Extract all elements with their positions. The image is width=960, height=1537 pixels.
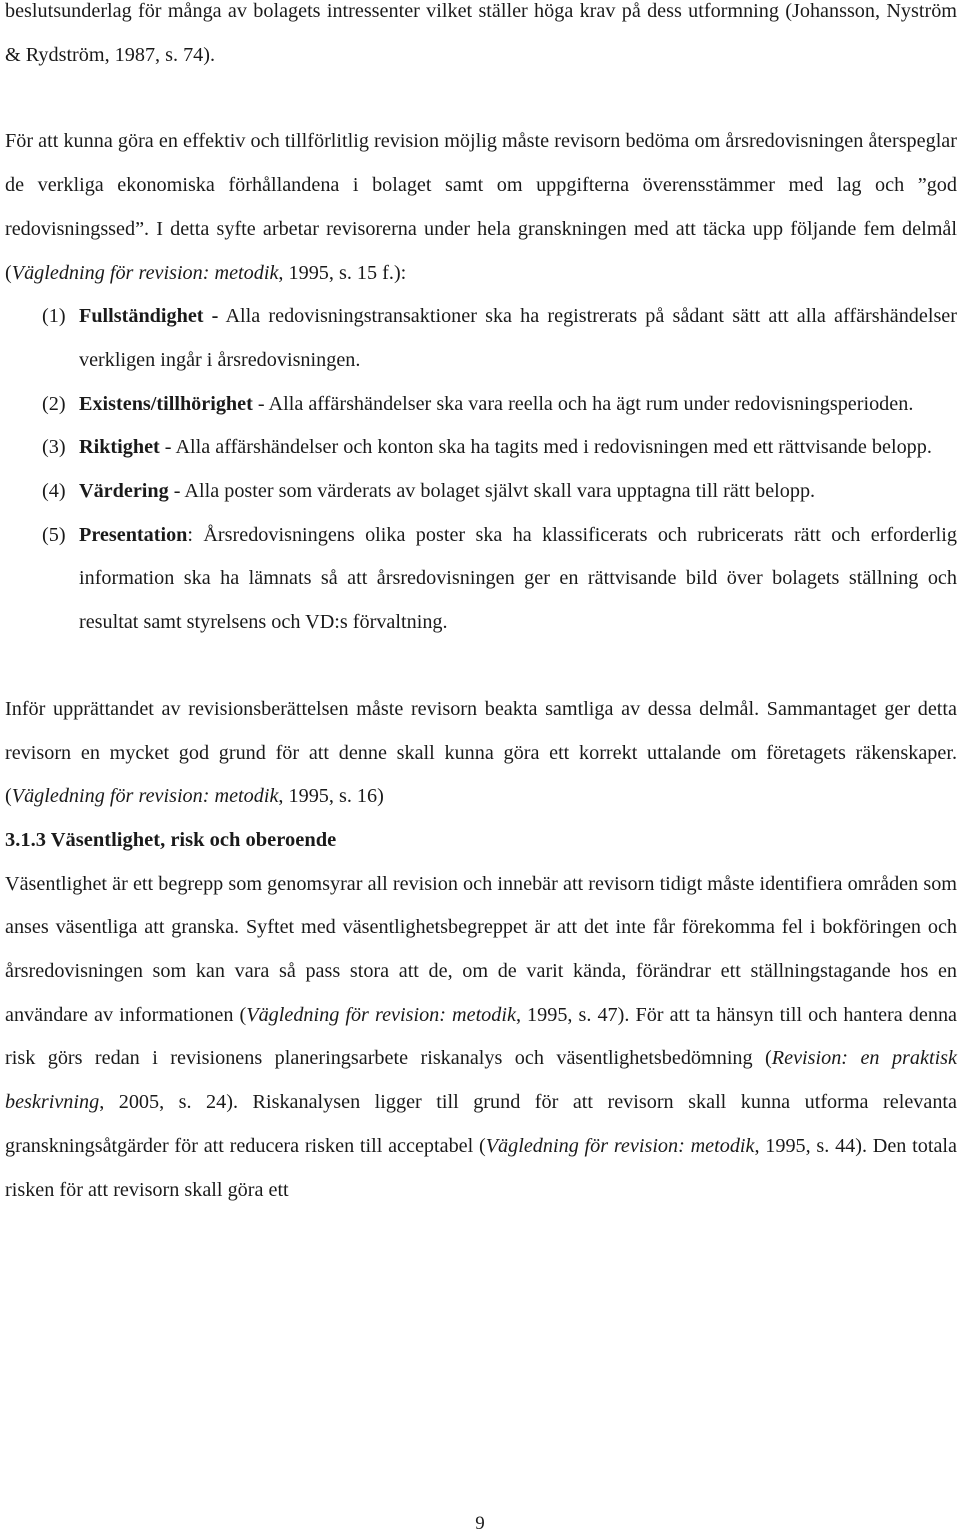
list-number: (3) (42, 436, 66, 459)
paragraph-materiality (5, 863, 957, 1213)
page-number: 9 (475, 1513, 485, 1534)
text-run: För att kunna göra en effektiv och tillförlitlig revision möjlig måste revisorn bedöma om årsredovisningen återspeglar de verkliga ekonomiska förhållandena i bolaget samt om uppgifterna överensstämmer med lag och ”god redovisningssed”. I detta syfte arbetar revisorerna under hela granskningen med att täcka upp följande fem delmål ( (5, 130, 957, 284)
list-text: - Alla affärshändelser och konton ska ha tagits med i redovisningen med ett rättvisande belopp. (159, 436, 932, 459)
list-term: Fullständighet - (79, 305, 219, 328)
list-number: (1) (42, 305, 66, 328)
list-text: : Årsredovisningens olika poster ska ha klassificerats och rubricerats rätt och erforderlig information ska ha lämnats så att årsredovisningen ger en rättvisande bild över bolagets ställning och resultat samt styrelsens och VD:s förvaltning. (79, 523, 957, 634)
paragraph-audit-report (5, 688, 957, 819)
list-text: - Alla affärshändelser ska vara reella och ha ägt rum under redovisningsperioden. (252, 392, 914, 415)
citation-title: Vägledning för revision: metodik (485, 1134, 755, 1157)
list-item (5, 514, 957, 645)
citation-title: Vägledning för revision: metodik (246, 1003, 516, 1026)
citation-title: Revision: en praktisk beskrivning (5, 1047, 957, 1114)
objectives-list (5, 295, 957, 645)
list-term: Värdering (79, 480, 169, 503)
section-heading: 3.1.3 Väsentlighet, risk och oberoende (5, 828, 337, 851)
document-page (5, 0, 957, 1212)
paragraph-intro-continuation (5, 0, 957, 77)
text-run: Väsentlighet är ett begrepp som genomsyrar all revision och innebär att revisorn tidigt måste identifiera områden som anses väsentliga att granska. Syftet med väsentlighetsbegreppet är att det inte får förekomma fel i bokföringen och årsredovisningen som kan vara så pass stora att de, om de varit kända, förändrar ett ställningstagande hos en användare av informationen ( (5, 872, 957, 1026)
paragraph-audit-objectives (5, 120, 957, 295)
text-run: , 1995, s. 47). För att ta hänsyn till och hantera denna risk görs redan i revisionens planeringsarbete riskanalys och väsentlighetsbedömning ( (5, 1003, 957, 1070)
list-text: Alla redovisningstransaktioner ska ha registrerats på sådant sätt att alla affärshändelser verkligen ingår i årsredovisningen. (79, 305, 957, 371)
text-run: , 1995, s. 16) (278, 785, 384, 808)
list-number: (2) (42, 392, 66, 415)
text-run: Inför upprättandet av revisionsberättelsen måste revisorn beakta samtliga av dessa delmål. Sammantaget ger detta revisorn en mycket god grund för att denne skall kunna göra ett korrekt uttalande om företagets räkenskaper. ( (5, 697, 957, 808)
text-run: , 1995, s. 44). Den totala risken för att revisorn skall göra ett (5, 1134, 957, 1201)
list-number: (5) (42, 523, 66, 546)
list-term: Existens/tillhörighet (79, 392, 253, 415)
list-number: (4) (42, 480, 66, 503)
text-run: , 1995, s. 15 f.): (278, 261, 407, 284)
list-item (5, 470, 957, 514)
citation-title: Vägledning för revision: metodik (11, 261, 279, 284)
list-item (5, 426, 957, 470)
citation-title: Vägledning för revision: metodik (11, 785, 279, 808)
list-item (5, 383, 957, 427)
text-run: beslutsunderlag för många av bolagets intressenter vilket ställer höga krav på dess utformning (Johansson, Nyström & Rydström, 1987, s. 74). (5, 0, 957, 66)
list-item (5, 295, 957, 382)
text-run: , 2005, s. 24). Riskanalysen ligger till grund för att revisorn skall kunna utforma relevanta granskningsåtgärder för att reducera risken till acceptabel ( (5, 1091, 957, 1157)
list-term: Presentation (79, 523, 188, 546)
list-term: Riktighet (79, 436, 160, 459)
list-text: - Alla poster som värderats av bolaget självt skall vara upptagna till rätt belopp. (168, 480, 816, 503)
